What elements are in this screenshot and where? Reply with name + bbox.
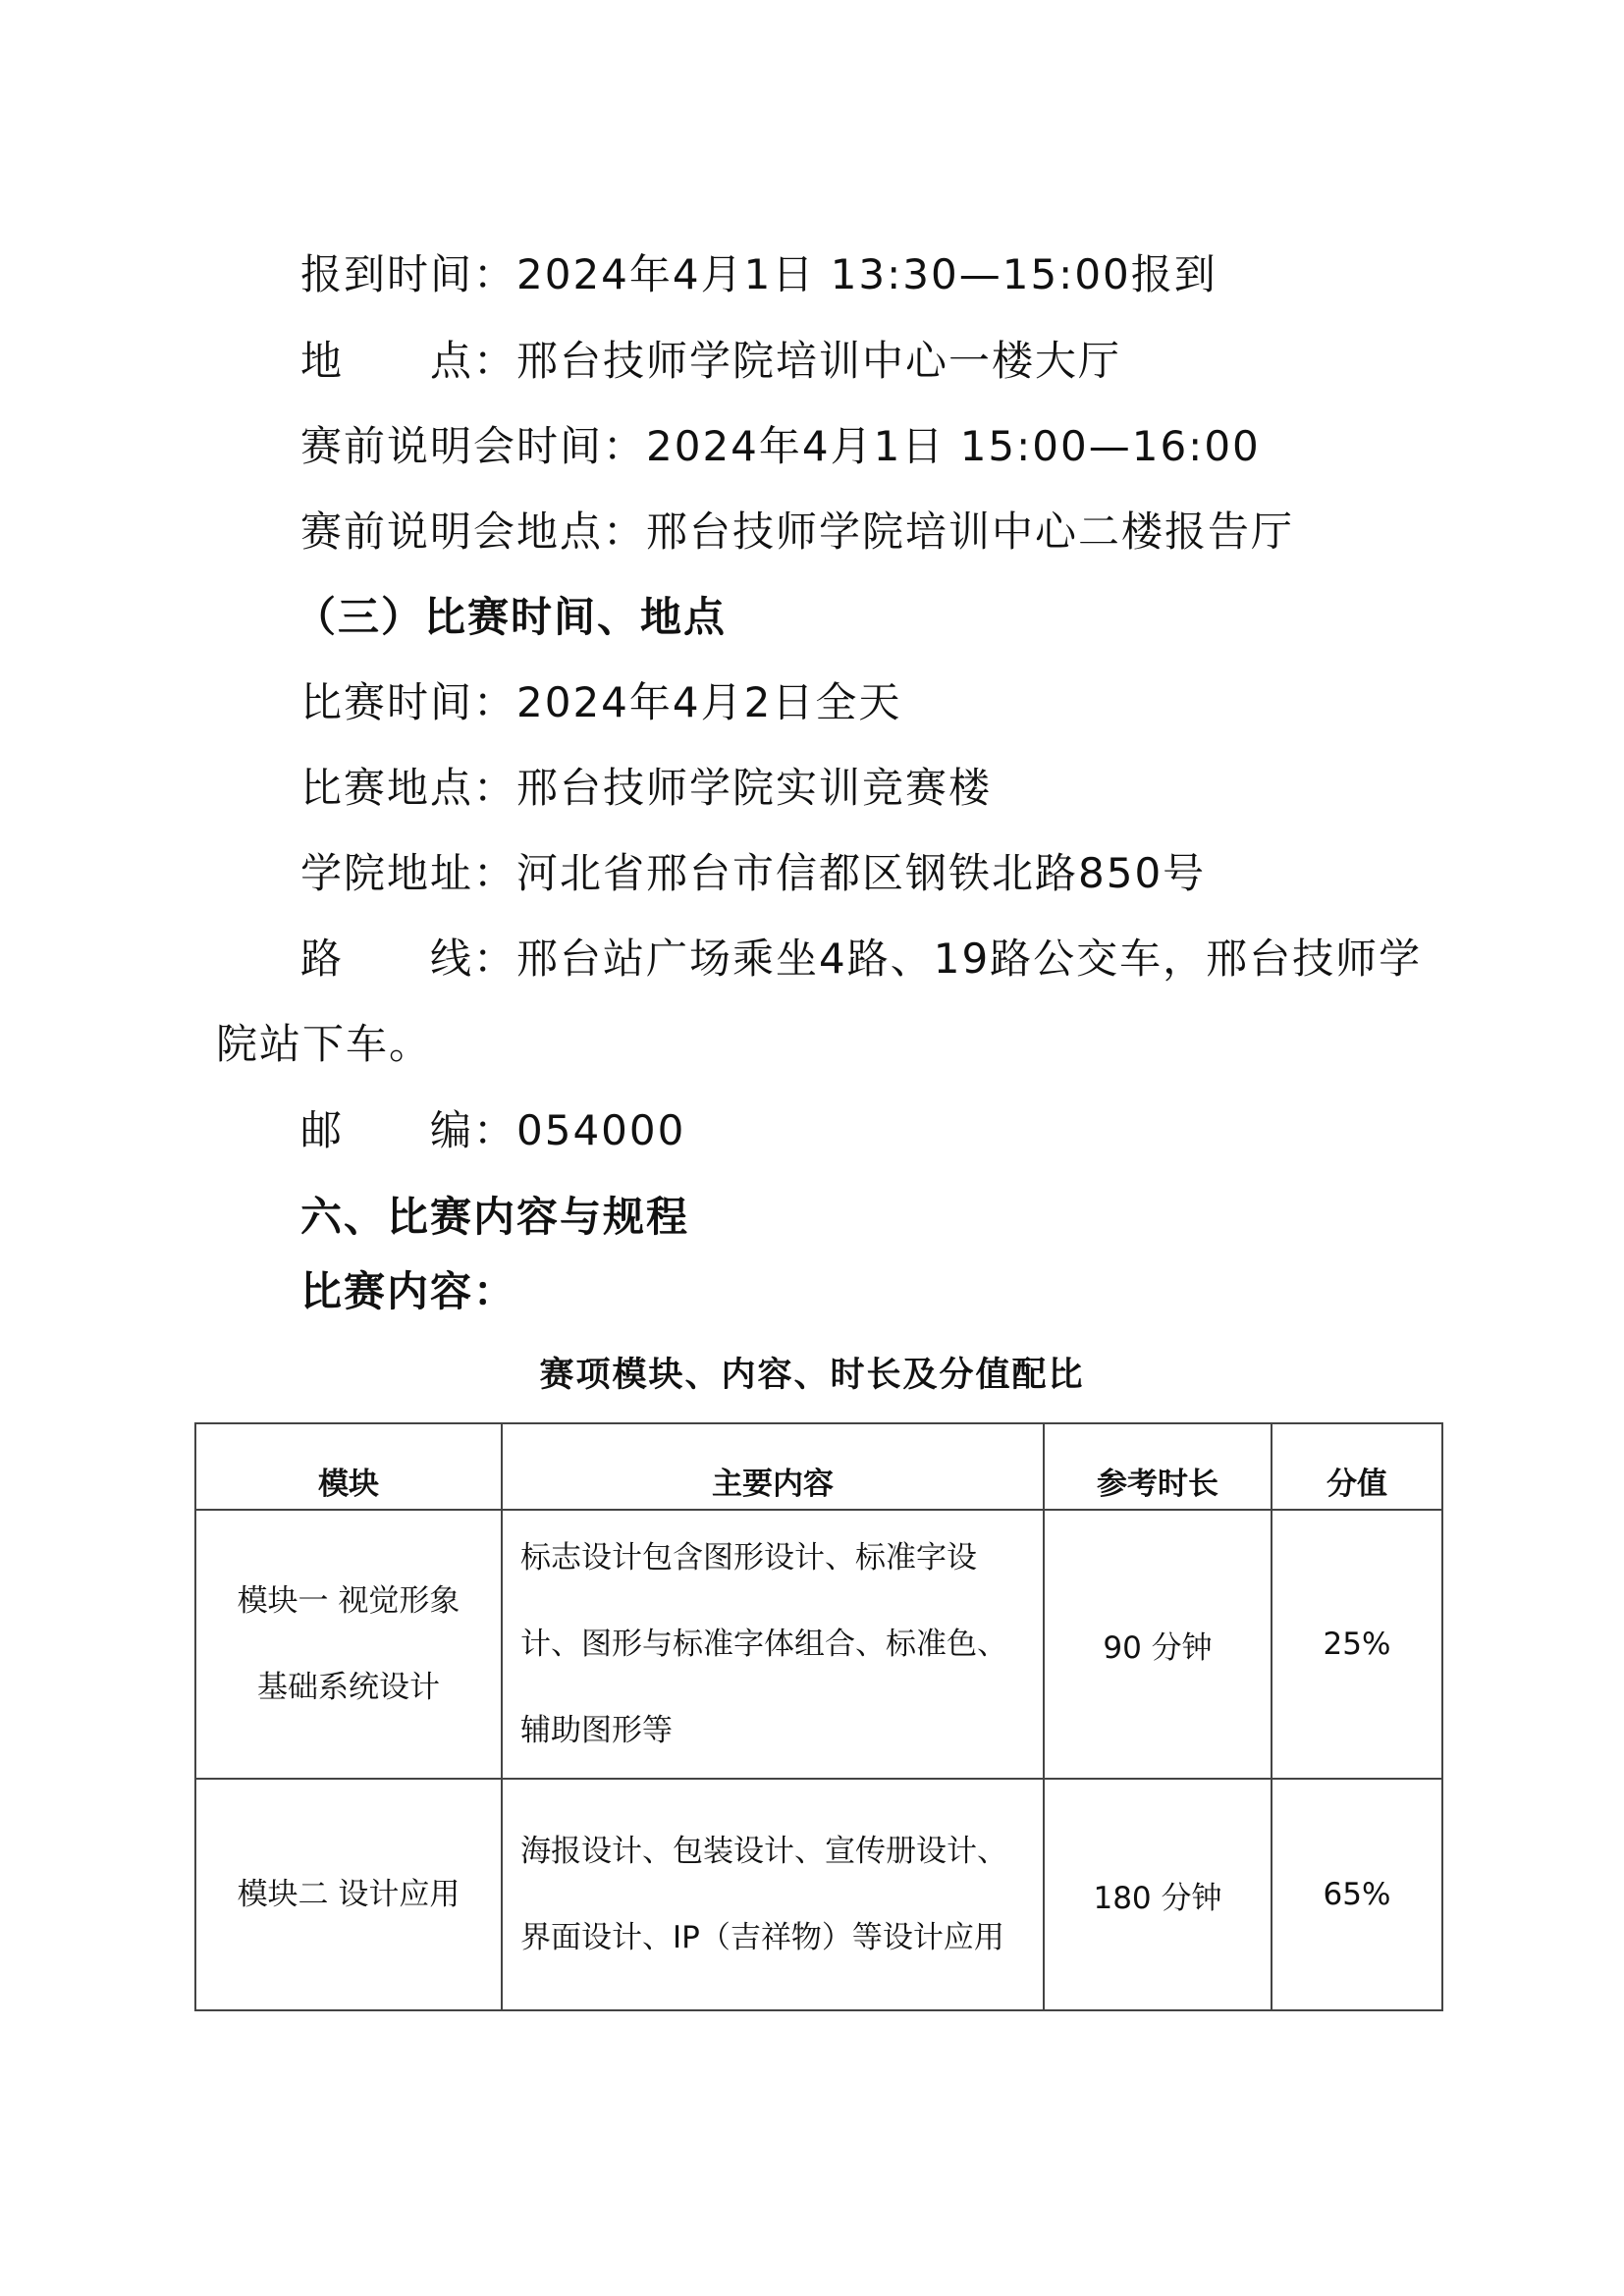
- header-module: 模块: [195, 1423, 502, 1510]
- content-heading: 比赛内容：: [300, 1267, 517, 1315]
- competition-place-value: 邢台技师学院实训竞赛楼: [516, 764, 993, 812]
- competition-time-label: 比赛时间：: [300, 678, 517, 726]
- competition-time-line: [300, 673, 901, 732]
- registration-place-line: [300, 332, 1121, 391]
- briefing-time-label: 赛前说明会时间：: [300, 422, 647, 470]
- briefing-time-line: [300, 417, 1261, 476]
- route-value: 邢台站广场乘坐4路、19路公交车，邢台技师学: [516, 934, 1423, 983]
- college-address-label: 学院地址：: [300, 849, 517, 897]
- table-row: [195, 1779, 1442, 2010]
- content-cell: [502, 1779, 1044, 2010]
- content-line: 标志设计包含图形设计、标准字设: [520, 1540, 977, 1575]
- duration-cell: 90 分钟: [1044, 1510, 1272, 1779]
- registration-time-value: 2024年4月1日 13:30—15:00报到: [516, 250, 1218, 298]
- postcode-value: 054000: [516, 1106, 686, 1154]
- postcode-line: [300, 1101, 685, 1160]
- content-line: 界面设计、IP（吉祥物）等设计应用: [520, 1920, 1004, 1955]
- registration-place-value: 邢台技师学院培训中心一楼大厅: [516, 337, 1122, 385]
- duration-cell: 180 分钟: [1044, 1779, 1272, 2010]
- score-cell: 25%: [1272, 1510, 1442, 1779]
- content-line: 计、图形与标准字体组合、标准色、: [520, 1627, 1007, 1662]
- header-duration: 参考时长: [1044, 1423, 1272, 1510]
- competition-place-label: 比赛地点：: [300, 764, 517, 812]
- competition-time-value: 2024年4月2日全天: [516, 678, 902, 726]
- postcode-label: 邮 编：: [300, 1106, 517, 1154]
- content-line: 海报设计、包装设计、宣传册设计、: [520, 1834, 1007, 1869]
- score-cell: 65%: [1272, 1779, 1442, 2010]
- content-line: 辅助图形等: [520, 1713, 673, 1748]
- content-cell: [502, 1510, 1044, 1779]
- briefing-place-label: 赛前说明会地点：: [300, 507, 647, 556]
- route-continuation: 院站下车。: [216, 1020, 433, 1068]
- module-cell: [195, 1510, 502, 1779]
- competition-place-line: [300, 759, 992, 818]
- briefing-place-line: [300, 503, 1294, 561]
- header-score: 分值: [1272, 1423, 1442, 1510]
- module-cell: [195, 1779, 502, 2010]
- route-line: [300, 930, 1422, 988]
- college-address-value: 河北省邢台市信都区钢铁北路850号: [516, 849, 1207, 897]
- module-name-line: 模块二 设计应用: [237, 1877, 460, 1912]
- section-6-heading: 六、比赛内容与规程: [300, 1193, 690, 1241]
- table-header-row: [195, 1423, 1442, 1510]
- briefing-time-value: 2024年4月1日 15:00—16:00: [646, 422, 1261, 470]
- college-address-line: [300, 844, 1206, 903]
- route-label: 路 线：: [300, 934, 517, 983]
- module-name-line: 基础系统设计: [257, 1670, 440, 1705]
- registration-time-line: [300, 245, 1218, 304]
- registration-time-label: 报到时间：: [300, 250, 517, 298]
- table-row: [195, 1510, 1442, 1779]
- header-content: 主要内容: [502, 1423, 1044, 1510]
- module-name-line: 模块一 视觉形象: [237, 1583, 460, 1619]
- table-caption: 赛项模块、内容、时长及分值配比: [539, 1356, 1085, 1395]
- briefing-place-value: 邢台技师学院培训中心二楼报告厅: [646, 507, 1295, 556]
- module-table: [194, 1422, 1443, 2011]
- section-3-heading: （三）比赛时间、地点: [295, 593, 728, 641]
- registration-place-label: 地 点：: [300, 337, 517, 385]
